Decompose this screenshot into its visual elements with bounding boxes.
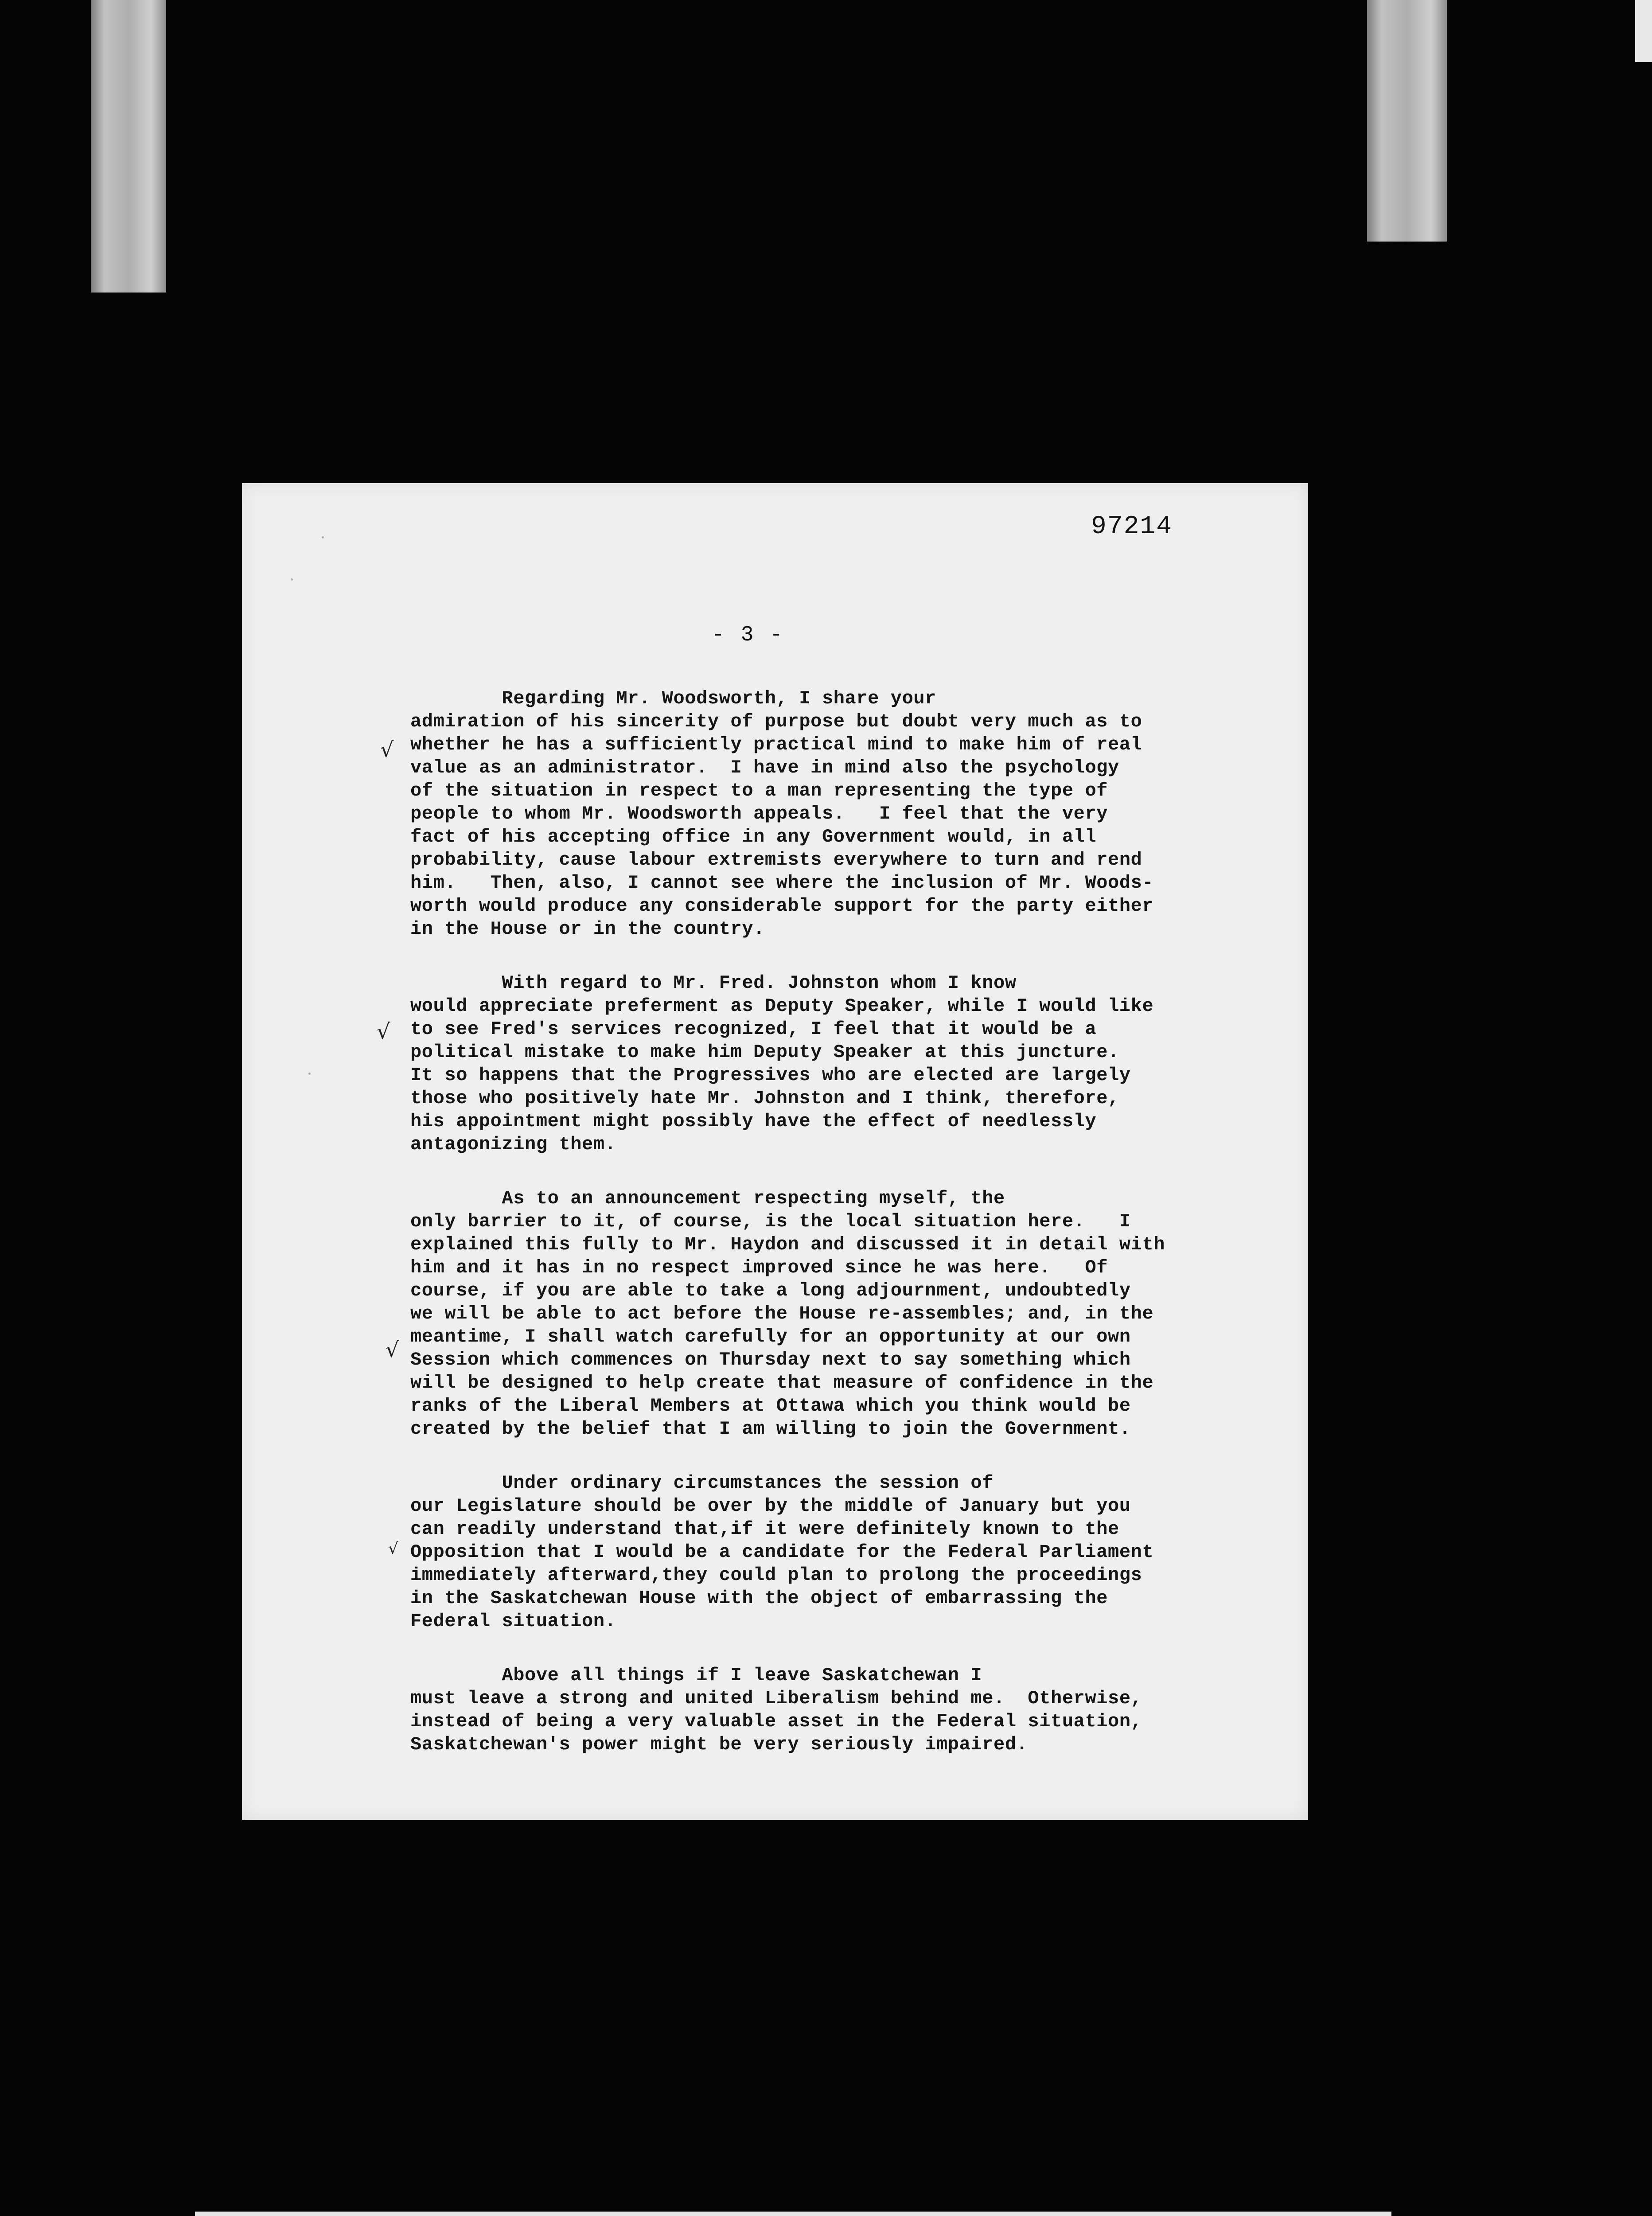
text-line: fact of his accepting office in any Government would, in all: [410, 826, 1097, 847]
text-line: explained this fully to Mr. Haydon and discussed it in detail with: [410, 1234, 1165, 1255]
text-line: admiration of his sincerity of purpose but doubt very much as to: [410, 711, 1142, 732]
text-line: antagonizing them.: [410, 1134, 616, 1155]
text-line: instead of being a very valuable asset in the Federal situation,: [410, 1711, 1142, 1732]
text-line: him. Then, also, I cannot see where the inclusion of Mr. Woods-: [410, 872, 1154, 893]
text-line: Opposition that I would be a candidate for the Federal Parliament: [410, 1541, 1154, 1563]
letter-page: [242, 483, 1308, 1820]
mounting-tape-top-right: [1367, 0, 1447, 242]
text-line: course, if you are able to take a long adjournment, undoubtedly: [410, 1280, 1131, 1301]
page-number: - 3 -: [712, 623, 785, 647]
document-number: 97214: [1091, 512, 1173, 541]
text-line: immediately afterward,they could plan to prolong the proceedings: [410, 1564, 1142, 1586]
text-line: will be designed to help create that measure of confidence in the: [410, 1372, 1154, 1393]
text-line: political mistake to make him Deputy Speaker at this juncture.: [410, 1042, 1119, 1063]
text-line: probability, cause labour extremists everywhere to turn and rend: [410, 849, 1142, 870]
text-line: him and it has in no respect improved since he was here. Of: [410, 1257, 1108, 1278]
paragraph-johnston: [410, 971, 1279, 1156]
text-line: must leave a strong and united Liberalism behind me. Otherwise,: [410, 1688, 1142, 1709]
text-line: whether he has a sufficiently practical mind to make him of real: [410, 734, 1142, 755]
margin-check-mark: √: [380, 737, 394, 762]
paragraph-announcement: [410, 1187, 1279, 1440]
corner-frame-mark: [1635, 0, 1652, 62]
text-line: Saskatchewan's power might be very seriously impaired.: [410, 1734, 1028, 1755]
margin-check-mark: √: [388, 1540, 398, 1558]
dust-speck: [291, 578, 293, 581]
margin-check-mark: √: [386, 1338, 399, 1362]
text-line: would appreciate preferment as Deputy Speaker, while I would like: [410, 995, 1154, 1017]
archive-label-strip: [195, 2212, 1391, 2216]
text-line: his appointment might possibly have the effect of needlessly: [410, 1111, 1097, 1132]
text-line: to see Fred's services recognized, I feel that it would be a: [410, 1018, 1097, 1040]
paragraph-legislature: [410, 1471, 1279, 1633]
text-line: Session which commences on Thursday next to say something which: [410, 1349, 1131, 1370]
text-line: in the Saskatchewan House with the object of embarrassing the: [410, 1588, 1108, 1609]
text-line: meantime, I shall watch carefully for an opportunity at our own: [410, 1326, 1131, 1347]
text-line: As to an announcement respecting myself, the: [410, 1188, 1005, 1209]
margin-check-mark: √: [377, 1019, 390, 1044]
text-line: With regard to Mr. Fred. Johnston whom I know: [410, 972, 1017, 994]
text-line: in the House or in the country.: [410, 918, 765, 940]
text-line: of the situation in respect to a man representing the type of: [410, 780, 1108, 801]
text-line: Under ordinary circumstances the session of: [410, 1472, 994, 1494]
text-line: Regarding Mr. Woodsworth, I share your: [410, 688, 936, 709]
dust-speck: [322, 536, 324, 538]
paragraph-woodsworth: [410, 687, 1279, 940]
text-line: ranks of the Liberal Members at Ottawa which you think would be: [410, 1395, 1131, 1416]
letter-body: [410, 687, 1279, 1787]
text-line: we will be able to act before the House re-assembles; and, in the: [410, 1303, 1154, 1324]
paragraph-closing: [410, 1664, 1279, 1756]
text-line: Federal situation.: [410, 1611, 616, 1632]
text-line: created by the belief that I am willing to join the Government.: [410, 1418, 1131, 1440]
text-line: It so happens that the Progressives who are elected are largely: [410, 1065, 1131, 1086]
text-line: Above all things if I leave Saskatchewan I: [410, 1665, 982, 1686]
text-line: value as an administrator. I have in mind also the psychology: [410, 757, 1119, 778]
text-line: our Legislature should be over by the middle of January but you: [410, 1495, 1131, 1517]
text-line: worth would produce any considerable support for the party either: [410, 895, 1154, 917]
mounting-tape-top-left: [91, 0, 166, 293]
dust-speck: [308, 1073, 311, 1075]
text-line: those who positively hate Mr. Johnston and I think, therefore,: [410, 1088, 1119, 1109]
text-line: only barrier to it, of course, is the local situation here. I: [410, 1211, 1131, 1232]
text-line: people to whom Mr. Woodsworth appeals. I feel that the very: [410, 803, 1108, 824]
text-line: can readily understand that,if it were definitely known to the: [410, 1518, 1119, 1540]
